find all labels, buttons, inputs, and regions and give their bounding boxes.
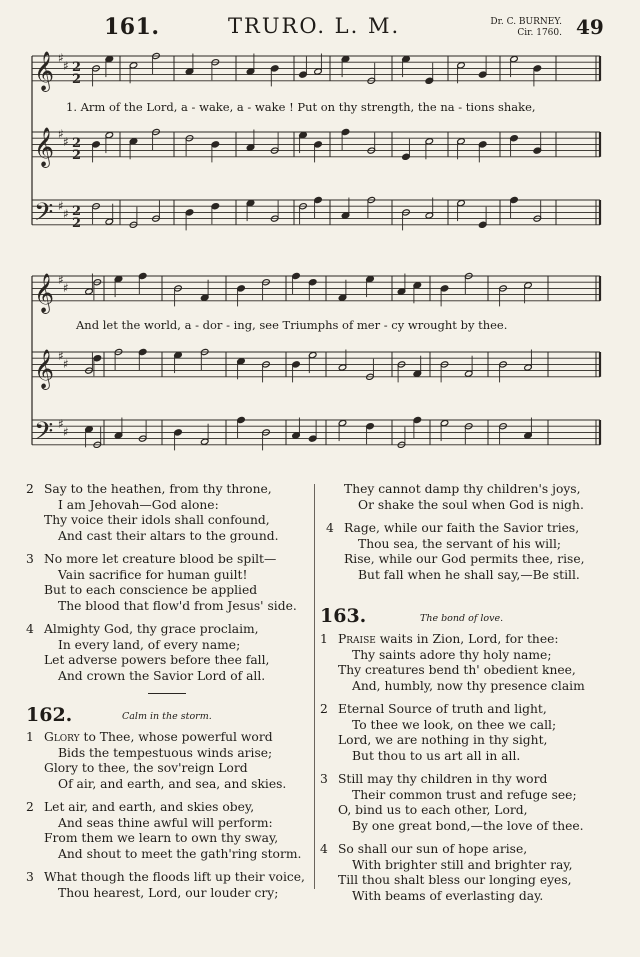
verse-line	[26, 831, 316, 847]
verse-text: Thy saints adore thy holy name;	[352, 647, 552, 662]
svg-text:♯: ♯	[63, 425, 69, 439]
verse-number: 1	[26, 730, 34, 744]
verse-line	[320, 889, 630, 905]
lyrics-line-2: And let the world, a - dor - ing, see Triumphs of mer - cy wrought by thee.	[76, 318, 508, 332]
verse-line	[320, 733, 630, 749]
svg-text:♯: ♯	[58, 349, 64, 363]
verse-text: From them we learn to own thy sway,	[44, 831, 279, 845]
verse-text: Thy creatures bend th' obedient knee,	[338, 663, 576, 677]
hymn-161-verses	[26, 482, 311, 684]
verse-text: Or shake the soul when God is nigh.	[358, 497, 584, 512]
verse-line	[26, 761, 316, 777]
svg-text:♯: ♯	[63, 59, 69, 73]
verse-text: So shall our sun of hope arise,	[338, 842, 528, 856]
hymn-162-number: 162.	[26, 704, 73, 726]
hymn-163-caption: The bond of love.	[420, 613, 504, 624]
verse	[26, 622, 311, 684]
treble-clef-icon: 𝄞	[34, 127, 55, 167]
verse-text: to Thee, whose powerful word	[79, 730, 273, 744]
verse-text: Thou sea, the servant of his will;	[358, 536, 562, 551]
column-divider	[314, 484, 315, 889]
verse	[320, 702, 630, 764]
verse-text: And seas thine awful will perform:	[58, 815, 273, 830]
verse-text: Almighty God, thy grace proclaim,	[44, 622, 259, 636]
verse-line	[320, 803, 630, 819]
verse-line	[26, 599, 311, 615]
treble-clef-icon: 𝄞	[34, 273, 55, 313]
verse-line	[320, 772, 630, 788]
verse-line	[26, 816, 316, 832]
verse-number: 2	[320, 702, 328, 716]
staff-lines	[32, 56, 600, 445]
verse-text: In every land, of every name;	[58, 637, 241, 652]
hymn-162-caption: Calm in the storm.	[122, 711, 212, 722]
verse-text: Let air, and earth, and skies obey,	[44, 800, 255, 814]
hymn-number: 161.	[104, 14, 160, 40]
svg-text:2: 2	[72, 148, 82, 163]
verse-line	[320, 873, 630, 889]
hymn-163-number: 163.	[320, 605, 367, 627]
verse-line	[26, 552, 311, 568]
verse	[26, 730, 316, 792]
svg-text:2: 2	[72, 72, 82, 87]
hymn-162-verses	[26, 730, 316, 901]
verse-line	[326, 552, 626, 568]
svg-text:♯: ♯	[58, 199, 64, 213]
verse-first-word: Glory	[44, 730, 80, 744]
verse-line	[320, 858, 630, 874]
verse-text: Till thou shalt bless our longing eyes,	[338, 873, 572, 887]
verse-text: Say to the heathen, from thy throne,	[44, 482, 272, 496]
svg-text:♯: ♯	[58, 273, 64, 287]
bar-lines	[32, 56, 600, 445]
tune-title: TRURO. L. M.	[228, 14, 401, 38]
verse-number: 4	[26, 622, 34, 636]
verse-text: But fall when he shall say,—Be still.	[358, 567, 580, 582]
verse-text: O, bind us to each other, Lord,	[338, 803, 528, 817]
verse-line	[326, 521, 626, 537]
verse-line	[26, 746, 316, 762]
verse-text: By one great bond,—the love of thee.	[352, 818, 584, 833]
verse-text: Bids the tempestuous winds arise;	[58, 745, 273, 760]
verse	[26, 552, 311, 614]
verse	[320, 772, 630, 834]
bass-clef-icon: 𝄢	[34, 417, 54, 452]
verse-text: Still may thy children in thy word	[338, 772, 548, 786]
verse-line	[26, 777, 316, 793]
svg-text:2: 2	[72, 216, 82, 231]
verse-line	[26, 498, 311, 514]
svg-text:♯: ♯	[63, 135, 69, 149]
verse-line	[26, 870, 316, 886]
verse-text: No more let creature blood be spilt—	[44, 552, 277, 566]
hymn-163-verses	[320, 632, 630, 904]
verse-line	[26, 653, 311, 669]
lyrics-line-1: 1. Arm of the Lord, a - wake, a - wake ! Put on thy strength, the na - tions shake,	[66, 100, 536, 114]
verse-line	[26, 482, 311, 498]
verse-number: 4	[326, 521, 334, 535]
verse-line	[320, 819, 630, 835]
svg-text:♯: ♯	[63, 357, 69, 371]
verse-text: Thou hearest, Lord, our louder cry;	[58, 885, 279, 900]
verse-line	[326, 482, 626, 498]
svg-text:2: 2	[72, 136, 82, 151]
verse-line	[326, 568, 626, 584]
verse	[26, 482, 311, 544]
composer-name: Dr. C. BURNEY.	[490, 17, 562, 27]
verse-line	[320, 663, 630, 679]
verse-line	[26, 638, 311, 654]
verse	[326, 482, 626, 513]
verse-number: 3	[320, 772, 328, 786]
verse-line	[320, 788, 630, 804]
verse-text: Thy voice their idols shall confound,	[44, 513, 270, 527]
verse-number: 2	[26, 800, 34, 814]
verse-number: 1	[320, 632, 328, 646]
verse-text: The blood that flow'd from Jesus' side.	[58, 598, 297, 613]
verse-line	[26, 513, 311, 529]
verse-line	[326, 537, 626, 553]
verse-line	[320, 648, 630, 664]
verse-text: Rage, while our faith the Savior tries,	[344, 521, 580, 535]
verse-text: But to each conscience be applied	[44, 583, 258, 597]
verse-line	[326, 498, 626, 514]
verse-text: waits in Zion, Lord, for thee:	[375, 632, 559, 646]
verse-number: 3	[26, 552, 34, 566]
verse-line	[320, 679, 630, 695]
verse-text: And, humbly, now thy presence claim	[352, 678, 585, 693]
svg-text:2: 2	[72, 204, 82, 219]
verse-text: And crown the Savior Lord of all.	[58, 668, 266, 683]
verse-number: 2	[26, 482, 34, 496]
svg-text:♯: ♯	[63, 281, 69, 295]
verse-text: Lord, we are nothing in thy sight,	[338, 733, 548, 747]
treble-clef-icon: 𝄞	[34, 51, 55, 91]
verse-text: And shout to meet the gath'ring storm.	[58, 846, 302, 861]
verse-line	[26, 568, 311, 584]
verse-line	[320, 702, 630, 718]
bass-clef-icon: 𝄢	[34, 198, 54, 233]
time-signatures	[72, 60, 81, 231]
verse-line	[320, 718, 630, 734]
verse-line	[26, 730, 316, 746]
verse-line	[320, 632, 630, 648]
svg-text:2: 2	[72, 60, 82, 75]
verse-number: 4	[320, 842, 328, 856]
verse-text: With beams of everlasting day.	[352, 888, 544, 903]
verse-text: With brighter still and brighter ray,	[352, 857, 573, 872]
verse-text: Their common trust and refuge see;	[352, 787, 577, 802]
verse-text: Eternal Source of truth and light,	[338, 702, 547, 716]
verse-text: Let adverse powers before thee fall,	[44, 653, 270, 667]
verse-text: And cast their altars to the ground.	[58, 528, 279, 543]
section-divider	[148, 693, 186, 694]
verse-text: Of air, and earth, and sea, and skies.	[58, 776, 287, 791]
verse	[320, 632, 630, 694]
svg-text:♯: ♯	[58, 51, 64, 65]
verse	[320, 842, 630, 904]
verse	[26, 800, 316, 862]
composer-date: Cir. 1760.	[517, 28, 562, 38]
verse-line	[26, 800, 316, 816]
verse-line	[26, 622, 311, 638]
verse	[26, 870, 316, 901]
music-score	[0, 0, 640, 460]
verse-line	[320, 842, 630, 858]
verse-text: Vain sacrifice for human guilt!	[58, 567, 248, 582]
svg-text:♯: ♯	[63, 207, 69, 221]
verse-line	[26, 886, 316, 902]
verse-text: Rise, while our God permits thee, rise,	[344, 552, 585, 566]
verse-first-word: Praise	[338, 632, 376, 646]
svg-text:♯: ♯	[58, 417, 64, 431]
verse-text: They cannot damp thy children's joys,	[344, 482, 581, 496]
verse-line	[26, 583, 311, 599]
svg-text:♯: ♯	[58, 127, 64, 141]
hymn-162-continued	[326, 482, 626, 583]
verse-line	[26, 669, 311, 685]
verse-text: What though the floods lift up their voice,	[44, 870, 305, 884]
verse-number: 3	[26, 870, 34, 884]
verse	[326, 521, 626, 583]
verse-text: But thou to us art all in all.	[352, 748, 521, 763]
treble-clef-icon: 𝄞	[34, 349, 55, 389]
verse-text: I am Jehovah—God alone:	[58, 497, 219, 512]
clefs	[34, 51, 54, 452]
verse-text: Glory to thee, the sov'reign Lord	[44, 761, 248, 775]
verse-line	[26, 847, 316, 863]
verse-line	[26, 529, 311, 545]
page-number: 49	[576, 15, 604, 39]
verse-text: To thee we look, on thee we call;	[352, 717, 557, 732]
verse-line	[320, 749, 630, 765]
